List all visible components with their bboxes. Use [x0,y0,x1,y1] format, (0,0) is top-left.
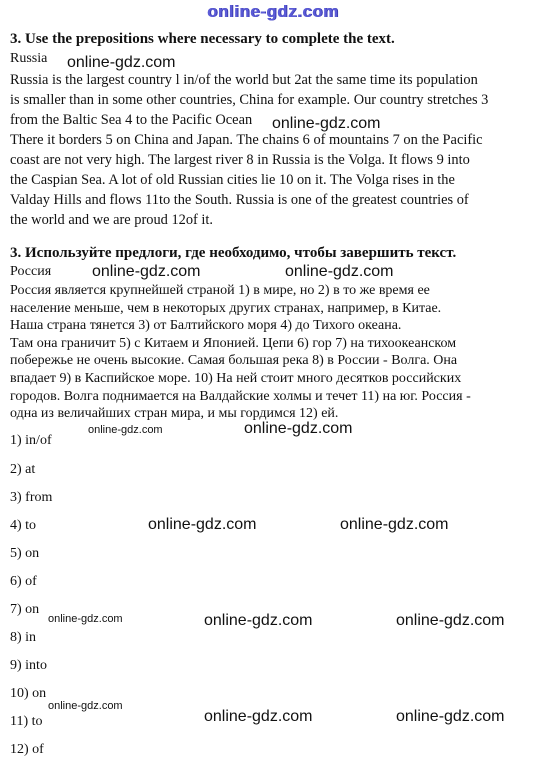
answer-item: 1) in/of [10,433,52,448]
answer-item: 7) on [10,602,40,617]
answer-item: 9) into [10,658,47,673]
watermark: online-gdz.com [340,516,449,533]
russian-line: Россия является крупнейшей страной 1) в мире, но 2) в то же время ее [10,283,430,298]
watermark: online-gdz.com [396,612,505,629]
english-line: There it borders 5 on China and Japan. The chains 6 of mountains 7 on the Pacific [10,132,483,148]
watermark: online-gdz.com [48,700,123,712]
english-line: is smaller than in some other countries, China for example. Our country stretches 3 [10,92,489,108]
answer-item: 11) to [10,714,43,729]
watermark: online-gdz.com [272,115,381,132]
russian-paragraph [10,282,526,423]
watermark: online-gdz.com [92,263,201,280]
answer-item: 4) to [10,518,37,533]
english-paragraph [10,70,526,230]
answer-item: 8) in [10,630,37,645]
answer-item: 5) on [10,546,40,561]
watermark: online-gdz.com [88,424,163,436]
english-heading: 3. Use the prepositions where necessary to complete the text. [10,31,395,47]
russian-line: побережье не очень высокие. Самая большая река 8) в России - Волга. Она [10,353,458,369]
russian-line: городов. Волга поднимается на Валдайские холмы и течет 11) на юг. Россия - [10,388,471,404]
russian-line: население меньше, чем в некоторых других странах, например, в Китае. [10,300,442,316]
russian-line: впадает 9) в Каспийское море. 10) На ней стоит много десятков российских [10,370,462,386]
watermark: online-gdz.com [67,54,176,71]
english-line: from the Baltic Sea 4 to the Pacific Ocean [10,112,253,128]
english-line: Valday Hills and flows 11to the South. Russia is one of the greatest countries of [10,192,469,208]
watermark-top: online-gdz.com [207,2,339,21]
english-line: Russia is the largest country l in/of the world but 2at the same time its population [10,72,478,88]
watermark: online-gdz.com [148,516,257,533]
english-subtitle: Russia [10,51,48,66]
answer-item: 6) of [10,574,37,589]
english-line: the world and we are proud 12of it. [10,212,214,228]
answer-item: 10) on [10,686,47,701]
russian-line: Наша страна тянется 3) от Балтийского моря 4) до Тихого океана. [10,318,402,334]
russian-subtitle: Россия [10,264,52,279]
watermark: online-gdz.com [204,708,313,725]
watermark: online-gdz.com [285,263,394,280]
watermark: online-gdz.com [48,613,123,625]
watermark: online-gdz.com [244,420,353,437]
russian-line: одна из величайших стран мира, и мы гордимся 12) ей. [10,406,339,422]
english-line: coast are not very high. The largest river 8 in Russia is the Volga. It flows 9 into [10,152,470,168]
watermark: online-gdz.com [396,708,505,725]
russian-line: Там она граничит 5) с Китаем и Японией. Цепи 6) гор 7) на тихоокеанском [10,335,457,351]
answer-item: 2) at [10,462,36,477]
answer-item: 12) of [10,742,44,757]
english-line: the Caspian Sea. A lot of old Russian cities lie 10 on it. The Volga rises in the [10,172,455,188]
answer-item: 3) from [10,490,53,505]
watermark: online-gdz.com [204,612,313,629]
russian-heading: 3. Используйте предлоги, где необходимо, чтобы завершить текст. [10,245,457,261]
